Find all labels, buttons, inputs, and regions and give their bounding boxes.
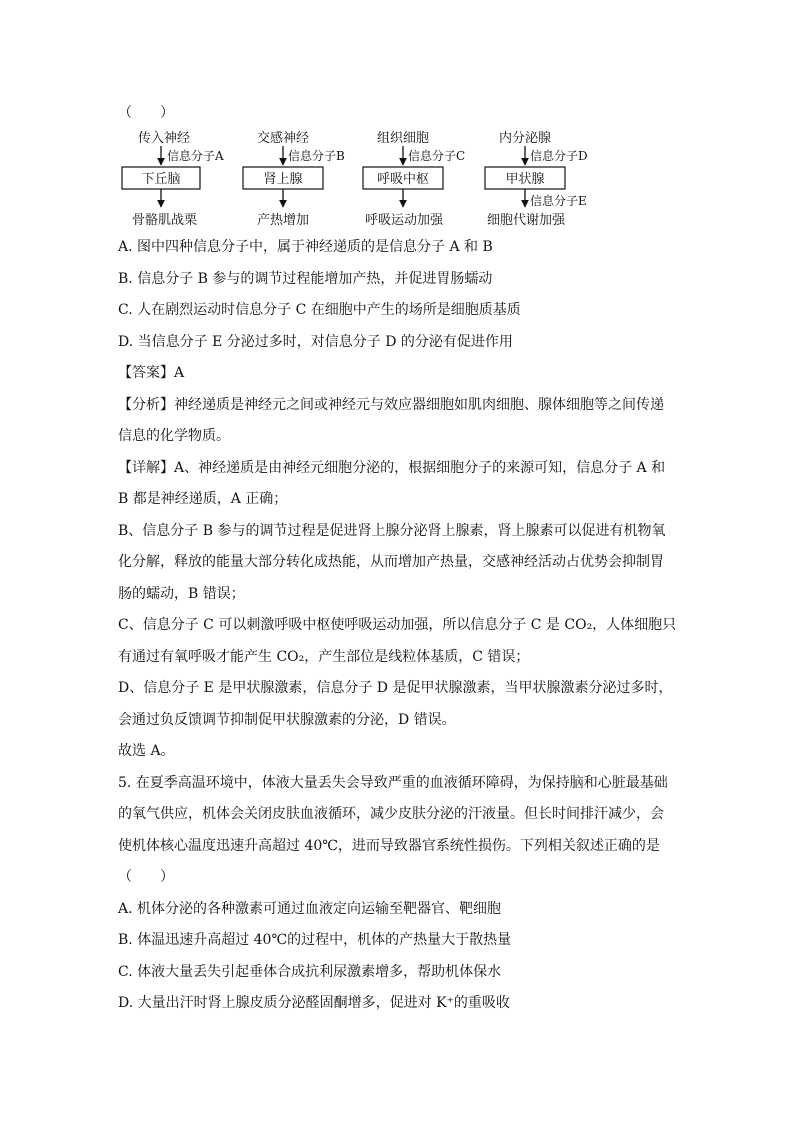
diagram-signal-label: 信息分子D <box>530 149 588 163</box>
q4-analysis-line-1: 【分析】神经递质是神经元之间或神经元与效应器细胞如肌肉细胞、腺体细胞等之间传递 <box>118 397 664 413</box>
q4-option-b: B. 信息分子 B 参与的调节过程能增加产热，并促进胃肠蠕动 <box>118 271 493 287</box>
q4-option-c: C. 人在剧烈运动时信息分子 C 在细胞中产生的场所是细胞质基质 <box>118 302 521 318</box>
q5-stem-line-3: 使机体核心温度迅速升高超过 40℃，进而导致器官系统性损伤。下列相关叙述正确的是 <box>118 838 660 854</box>
diagram-signal-label: 信息分子B <box>288 149 345 163</box>
diagram-effect-label: 骨骼肌战栗 <box>132 213 198 228</box>
q4-option-d: D. 当信息分子 E 分泌过多时，对信息分子 D 的分泌有促进作用 <box>118 334 513 350</box>
diagram-box-label: 呼吸中枢 <box>376 172 430 187</box>
diagram-effect-label: 呼吸运动加强 <box>365 213 444 228</box>
q5-stem-line-1: 5. 在夏季高温环境中，体液大量丢失会导致严重的血液循环障碍，为保持脑和心脏最基础 <box>118 775 668 791</box>
diagram-effect-label: 细胞代谢加强 <box>487 213 566 228</box>
q4-detail-line-5: 肠的蠕动，B 错误； <box>118 586 245 602</box>
q4-detail-line-8: D、信息分子 E 是甲状腺激素，信息分子 D 是促甲状腺激素，当甲状腺激素分泌过多时， <box>118 680 673 696</box>
q4-conclusion: 故选 A。 <box>118 743 175 759</box>
q4-detail-line-7: 有通过有氧呼吸才能产生 CO₂，产生部位是线粒体基质，C 错误； <box>118 649 530 665</box>
q4-detail-line-1: 【详解】A、神经递质是由神经元细胞分泌的，根据细胞分子的来源可知，信息分子 A 和 <box>118 460 666 476</box>
diagram-signal-label: 信息分子C <box>408 149 466 163</box>
q4-answer: 【答案】A <box>118 365 185 381</box>
q4-analysis-line-2: 信息的化学物质。 <box>118 428 230 444</box>
diagram-column-thyroid <box>485 130 588 228</box>
diagram-signal-label: 信息分子A <box>167 149 224 163</box>
diagram-top-label: 交感神经 <box>257 131 310 146</box>
q5-option-b: B. 体温迅速升高超过 40℃的过程中，机体的产热量大于散热量 <box>118 932 512 948</box>
diagram-box-label: 肾上腺 <box>263 172 303 187</box>
diagram-box-label: 甲状腺 <box>505 172 545 187</box>
q5-option-c: C. 体液大量丢失引起垂体合成抗利尿激素增多，帮助机体保水 <box>118 964 502 980</box>
diagram-box-label: 下丘脑 <box>141 172 181 187</box>
q4-option-a: A. 图中四种信息分子中，属于神经递质的是信息分子 A 和 B <box>118 239 493 255</box>
q5-stem-line-2: 的氧气供应，机体会关闭皮肤血液循环，减少皮肤分泌的汗液量。但长时间排汗减少，会 <box>118 806 664 822</box>
question-5-paren: （ ） <box>118 869 174 885</box>
diagram-column-adrenal <box>243 130 345 228</box>
diagram-signal-out-label: 信息分子E <box>530 194 587 208</box>
q4-detail-line-3: B、信息分子 B 参与的调节过程是促进肾上腺分泌肾上腺素，肾上腺素可以促进有机物氧 <box>118 523 666 539</box>
diagram-column-hypothalamus <box>122 130 224 228</box>
diagram-top-label: 内分泌腺 <box>499 131 552 146</box>
q4-detail-line-4: 化分解，释放的能量大部分转化成热能，从而增加产热量，交感神经活动占优势会抑制胃 <box>118 554 664 570</box>
q4-detail-line-9: 会通过负反馈调节抑制促甲状腺激素的分泌，D 错误。 <box>118 712 456 728</box>
signal-molecule-diagram <box>118 128 618 228</box>
q5-option-a: A. 机体分泌的各种激素可通过血液定向运输至靶器官、靶细胞 <box>118 901 502 917</box>
diagram-effect-label: 产热增加 <box>257 213 310 228</box>
diagram-top-label: 传入神经 <box>138 131 191 146</box>
diagram-top-label: 组织细胞 <box>377 131 430 146</box>
diagram-column-respiratory-center <box>363 131 465 228</box>
question-4-paren: （ ） <box>118 105 174 121</box>
q5-option-d: D. 大量出汗时肾上腺皮质分泌醛固酮增多，促进对 K⁺的重吸收 <box>118 995 510 1011</box>
q4-detail-line-6: C、信息分子 C 可以刺激呼吸中枢使呼吸运动加强，所以信息分子 C 是 CO₂，人体细胞只 <box>118 617 677 633</box>
q4-detail-line-2: B 都是神经递质，A 正确； <box>118 491 288 507</box>
